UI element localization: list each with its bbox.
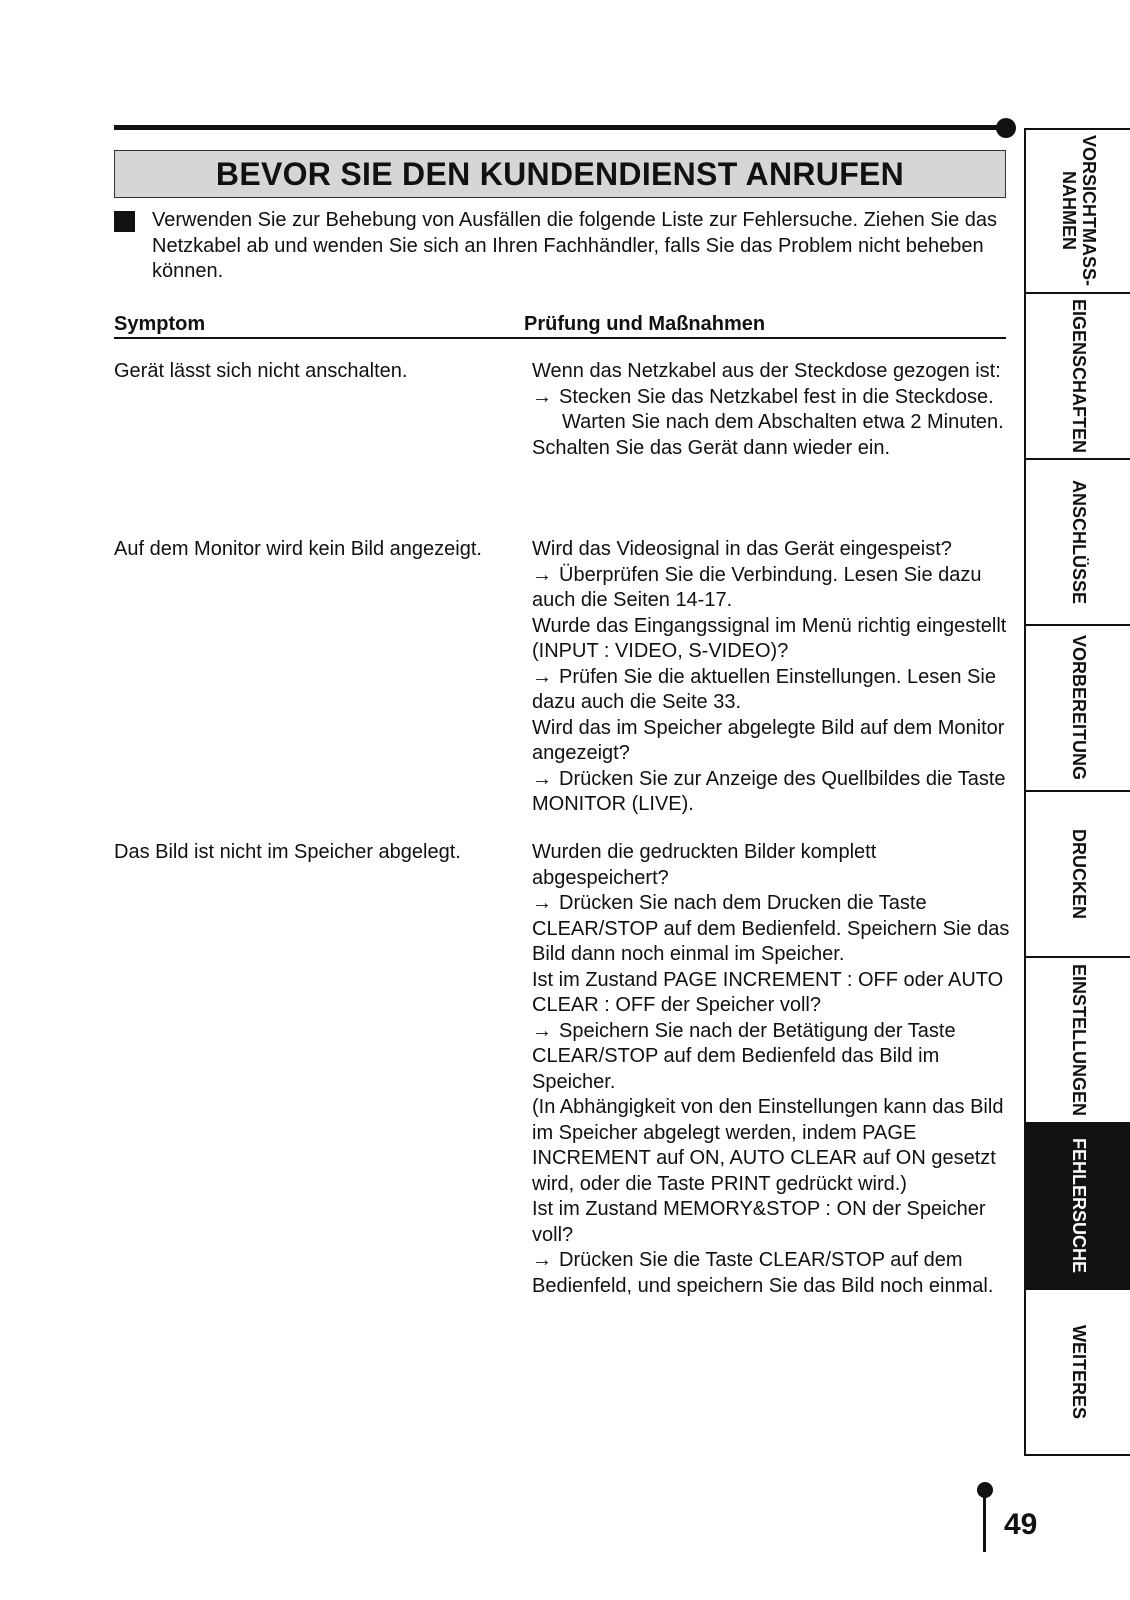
column-header-symptom: Symptom xyxy=(114,313,206,335)
check-line: Wurde das Eingangssignal im Menü richtig eingestellt (INPUT : VIDEO, S-VIDEO)? xyxy=(532,614,1007,662)
check-cell xyxy=(532,537,1012,818)
symptom-cell: Auf dem Monitor wird kein Bild angezeigt. xyxy=(114,538,482,560)
action-line: → Überprüfen Sie die Verbindung. Lesen Sie dazu auch die Seiten 14-17. xyxy=(532,563,982,611)
title-banner xyxy=(114,150,1006,198)
tab-einstellungen[interactable]: EINSTELLUNGEN xyxy=(1026,958,1130,1124)
intro-text: Verwenden Sie zur Behebung von Ausfällen die folgende Liste zur Fehlersuche. Ziehen Sie das Netzkabel ab und wenden Sie sich an Ihren Fachhändler, falls Sie das Problem nicht beheben können. xyxy=(152,209,997,282)
tab-drucken[interactable]: DRUCKEN xyxy=(1026,792,1130,958)
action-line: → Drücken Sie die Taste CLEAR/STOP auf dem Bedienfeld, und speichern Sie das Bild noch einmal. xyxy=(532,1249,994,1297)
arrow-right-icon: → xyxy=(532,767,552,790)
tab-anschluesse[interactable]: ANSCHLÜSSE xyxy=(1026,460,1130,626)
header-rule xyxy=(114,337,1006,339)
top-rule-dot xyxy=(996,118,1016,138)
column-header-check: Prüfung und Maßnahmen xyxy=(524,313,766,335)
symptom-cell: Das Bild ist nicht im Speicher abgelegt. xyxy=(114,841,461,863)
arrow-right-icon: → xyxy=(532,563,552,586)
check-line: Wenn das Netzkabel aus der Steckdose gezogen ist: xyxy=(532,360,1001,382)
check-cell xyxy=(532,840,1012,1299)
bullet-square-icon xyxy=(114,211,135,232)
check-line: Ist im Zustand MEMORY&STOP : ON der Speicher voll? xyxy=(532,1198,986,1246)
action-line: → Prüfen Sie die aktuellen Einstellungen. Lesen Sie dazu auch die Seite 33. xyxy=(532,665,996,713)
arrow-right-icon: → xyxy=(532,1249,552,1271)
action-line: → Drücken Sie zur Anzeige des Quellbildes die Taste MONITOR (LIVE). xyxy=(532,767,1006,815)
check-line: Wird das Videosignal in das Gerät eingespeist? xyxy=(532,538,952,560)
section-tabs xyxy=(1024,128,1130,1456)
arrow-right-icon: → xyxy=(532,892,552,914)
check-line: Warten Sie nach dem Abschalten etwa 2 Minuten. Schalten Sie das Gerät dann wieder ein. xyxy=(532,411,1004,459)
check-line: (In Abhängigkeit von den Einstellungen kann das Bild im Speicher abgelegt werden, indem PAGE INCREMENT auf ON, AUTO CLEAR auf ON gesetzt wird, oder die Taste PRINT gedrückt wird.) xyxy=(532,1096,1004,1195)
arrow-right-icon: → xyxy=(532,665,552,688)
tab-vorsichtmassnahmen[interactable]: VORSICHTMASS- NAHMEN xyxy=(1026,128,1130,294)
page-title: BEVOR SIE DEN KUNDENDIENST ANRUFEN xyxy=(215,155,905,192)
page-marker-line xyxy=(983,1490,986,1552)
symptom-cell: Gerät lässt sich nicht anschalten. xyxy=(114,360,408,382)
arrow-right-icon: → xyxy=(532,1019,552,1042)
check-line: Wird das im Speicher abgelegte Bild auf dem Monitor angezeigt? xyxy=(532,716,1005,764)
tab-vorbereitung[interactable]: VORBEREITUNG xyxy=(1026,626,1130,792)
check-line: Ist im Zustand PAGE INCREMENT : OFF oder AUTO CLEAR : OFF der Speicher voll? xyxy=(532,968,1004,1016)
check-cell xyxy=(532,359,1012,461)
action-line: → Stecken Sie das Netzkabel fest in die Steckdose. xyxy=(532,385,1012,411)
check-line: Wurden die gedruckten Bilder komplett abgespeichert? xyxy=(532,841,877,889)
action-line: → Speichern Sie nach der Betätigung der Taste CLEAR/STOP auf dem Bedienfeld das Bild im Speicher. xyxy=(532,1019,956,1093)
action-line: → Drücken Sie nach dem Drucken die Taste CLEAR/STOP auf dem Bedienfeld. Speichern Sie das Bild dann noch einmal im Speicher. xyxy=(532,892,1010,965)
tab-eigenschaften[interactable]: EIGENSCHAFTEN xyxy=(1026,294,1130,460)
tab-fehlersuche[interactable]: FEHLERSUCHE xyxy=(1026,1124,1130,1290)
page-number: 49 xyxy=(1004,1508,1038,1541)
top-rule xyxy=(114,125,1006,130)
tab-weiteres[interactable]: WEITERES xyxy=(1026,1290,1130,1456)
arrow-right-icon: → xyxy=(532,385,552,408)
